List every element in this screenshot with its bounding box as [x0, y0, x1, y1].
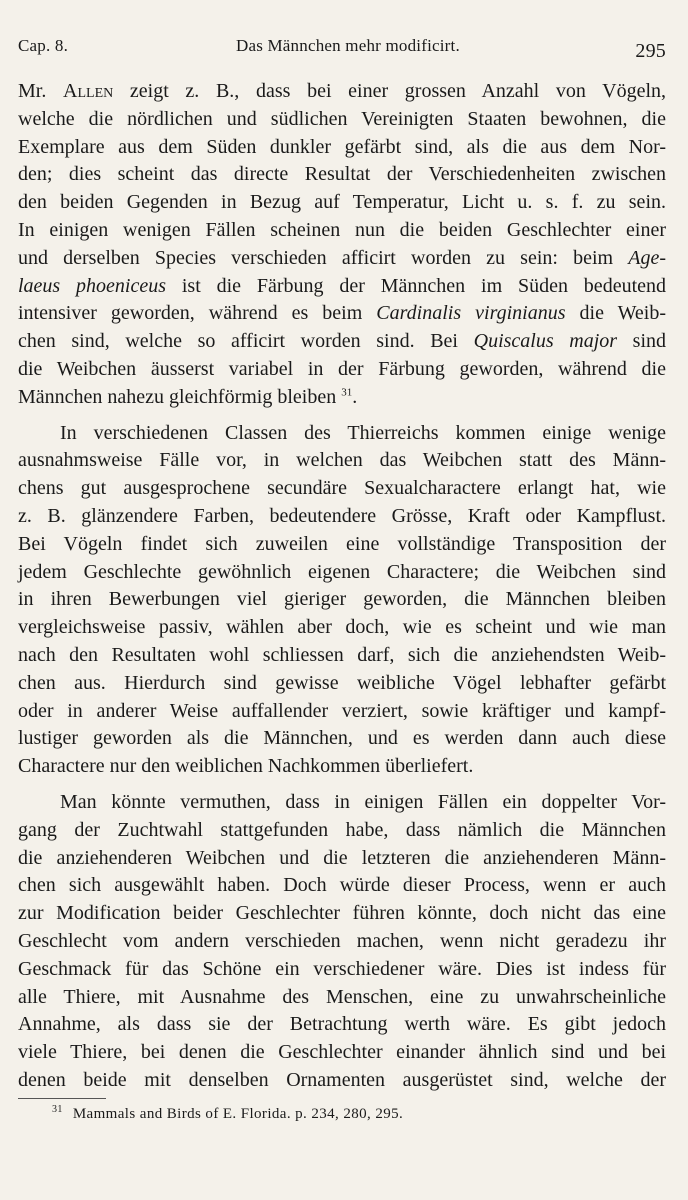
text-line: die Weibchen äusserst variabel in der Färbung geworden, während die: [18, 357, 666, 380]
text-line: Geschmack für das Schöne ein verschiedener wäre. Dies ist indess für: [18, 957, 666, 980]
text-line: Annahme, als dass sie der Betrachtung werth wäre. Es gibt jedoch: [18, 1013, 666, 1036]
page-number: 295: [635, 40, 666, 62]
paragraph-3: [18, 789, 666, 1095]
chapter-label: Cap. 8.: [18, 36, 69, 55]
paragraph-1: [18, 78, 666, 412]
text-line: vergleichsweise passiv, wählen aber doch, wie es scheint und wie man: [18, 616, 666, 639]
text-line: jedem Geschlechte gewöhnlich eigenen Charactere; die Weibchen sind: [18, 560, 666, 583]
species-name: Quiscalus major: [473, 330, 618, 353]
text-line: Männchen nahezu gleichförmig bleiben $^{31}$.: [18, 385, 358, 408]
footnote: [52, 1106, 403, 1123]
text-line: viele Thiere, bei denen die Geschlechter einander ähnlich sind und bei: [18, 1041, 666, 1064]
text-line: gang der Zuchtwahl stattgefunden habe, dass nämlich die Männchen: [18, 818, 666, 841]
text-line: chen aus. Hierdurch sind gewisse weibliche Vögel lebhafter gefärbt: [18, 671, 666, 694]
text-line: und derselben Species verschieden afficirt worden zu sein: beim Age-: [18, 246, 666, 269]
text-line: lustiger geworden als die Männchen, und es werden dann auch diese: [18, 727, 666, 750]
text-line: Charactere nur den weiblichen Nachkommen überliefert.: [18, 755, 474, 778]
species-name: Age-: [628, 246, 666, 269]
species-name: laeus phoeniceus: [18, 274, 167, 297]
text-line: Geschlecht vom andern verschieden machen, wenn nicht geradezu ihr: [18, 929, 666, 952]
footnote-number: 31: [52, 1104, 63, 1115]
body-text: [18, 78, 666, 1095]
footnote-text: Mammals and Birds of E. Florida. p. 234, 280, 295.: [72, 1106, 404, 1122]
text-line: denen beide mit denselben Ornamenten ausgerüstet sind, welche der: [18, 1068, 666, 1091]
text-line: nach den Resultaten wohl schliessen darf, sich die anziehendsten Weib-: [18, 643, 666, 666]
paragraph-2: [18, 420, 666, 781]
text-line: zur Modification beider Geschlechter führen könnte, doch nicht das eine: [18, 902, 666, 925]
text-line: alle Thiere, mit Ausnahme des Menschen, eine zu unwahrscheinliche: [18, 985, 666, 1008]
text-line: in ihren Bewerbungen viel gieriger geworden, die Männchen bleiben: [18, 588, 666, 611]
text-line: chen sich ausgewählt haben. Doch würde dieser Process, wenn er auch: [18, 874, 666, 897]
text-line: den beiden Gegenden in Bezug auf Temperatur, Licht u. s. f. zu sein.: [18, 191, 666, 214]
footnote-ref: 31: [341, 386, 353, 399]
running-head: [18, 36, 666, 66]
author-name: Allen: [63, 80, 114, 102]
text-line: Man könnte vermuthen, dass in einigen Fällen ein doppelter Vor-: [60, 790, 666, 813]
text-line: In verschiedenen Classen des Thierreichs kommen einige wenige: [60, 421, 666, 444]
text-line: In einigen wenigen Fällen scheinen nun die beiden Geschlechter einer: [18, 218, 666, 241]
text-line: z. B. glänzendere Farben, bedeutendere Grösse, Kraft oder Kampflust.: [18, 504, 666, 527]
text-line: Mr. Allen zeigt z. B., dass bei einer grossen Anzahl von Vögeln,: [18, 80, 667, 102]
running-title: Das Männchen mehr modificirt.: [236, 36, 460, 55]
text-line: welche die nördlichen und südlichen Vereinigten Staaten bewohnen, die: [18, 107, 666, 130]
text-line: laeus phoeniceus ist die Färbung der Männchen im Süden bedeutend: [18, 274, 666, 297]
text-line: ausnahmsweise Fälle vor, in welchen das Weibchen statt des Männ-: [18, 449, 666, 472]
text-line: Bei Vögeln findet sich zuweilen eine vollständige Transposition der: [18, 532, 666, 555]
text-line: oder in anderer Weise auffallender verziert, sowie kräftiger und kampf-: [18, 699, 666, 722]
text-line: chen sind, welche so afficirt worden sind. Bei Quiscalus major sind: [18, 330, 666, 353]
text-line: intensiver geworden, während es beim Cardinalis virginianus die Weib-: [18, 302, 666, 325]
footnote-rule: [18, 1098, 106, 1099]
text-line: chens gut ausgesprochene secundäre Sexualcharactere erlangt hat, wie: [18, 477, 666, 500]
text-line: die anziehenderen Weibchen und die letzteren die anziehenderen Männ-: [18, 846, 666, 869]
text-line: Exemplare aus dem Süden dunkler gefärbt sind, als die aus dem Nor-: [18, 135, 666, 158]
species-name: Cardinalis virginianus: [376, 302, 566, 325]
text-line: den; dies scheint das directe Resultat der Verschiedenheiten zwischen: [18, 163, 666, 186]
